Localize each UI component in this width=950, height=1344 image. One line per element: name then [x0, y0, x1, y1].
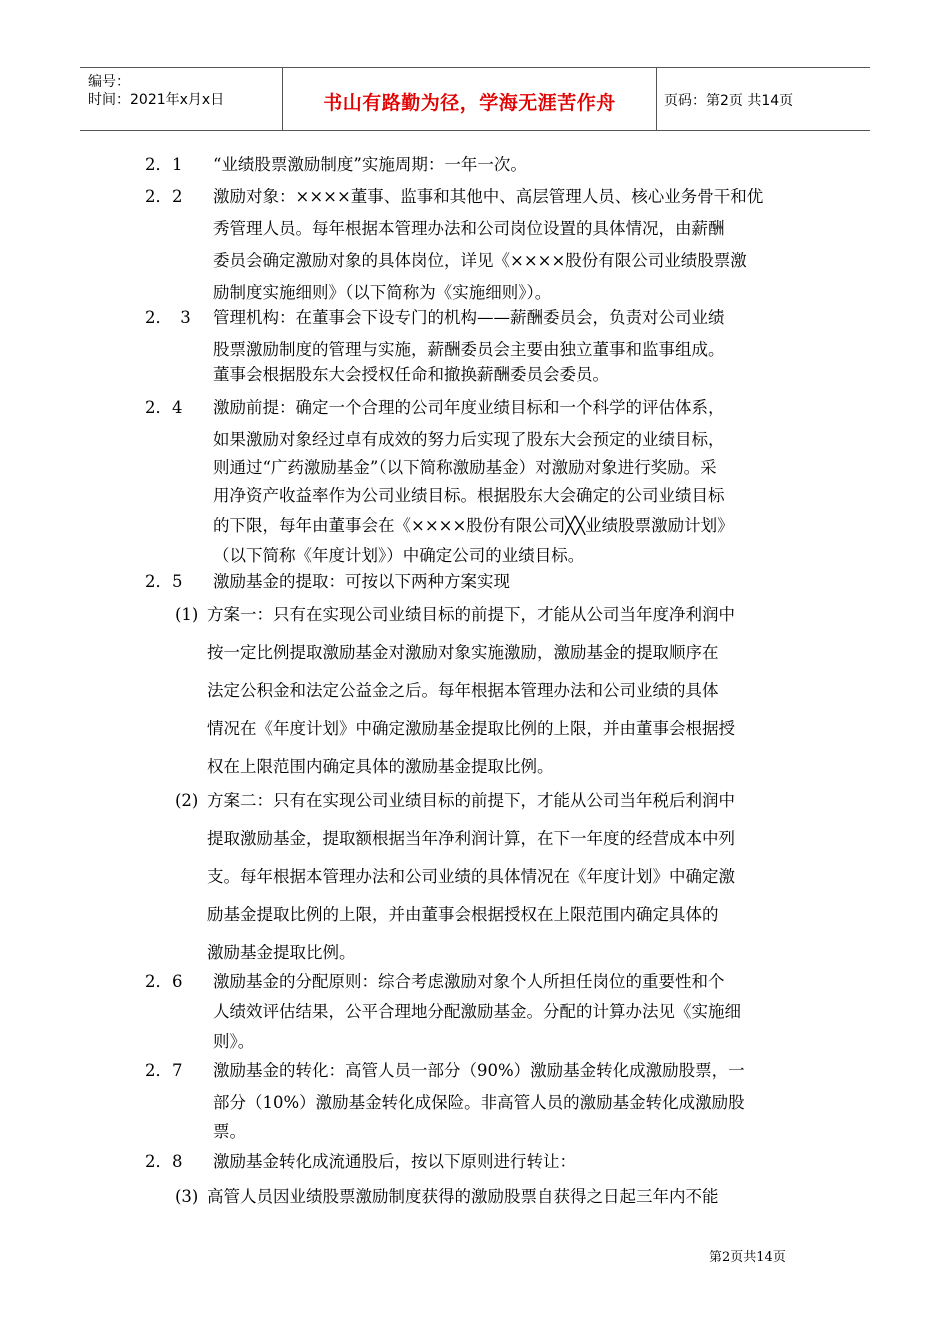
- paragraph-line: 支。每年根据本管理办法和公司业绩的具体情况在《年度计划》中确定激: [207, 867, 735, 886]
- item-number: 2．1: [145, 155, 183, 174]
- item-number: 2．4: [145, 398, 183, 417]
- paragraph-line: 激励基金的转化：高管人员一部分（90%）激励基金转化成激励股票，一: [213, 1061, 745, 1080]
- item-number: 2． 3: [145, 308, 191, 327]
- item-number: (2): [175, 791, 199, 810]
- item-number: 2．7: [145, 1061, 183, 1080]
- item-number: (1): [175, 605, 199, 624]
- paragraph-line: 秀管理人员。每年根据本管理办法和公司岗位设置的具体情况，由薪酬: [213, 219, 725, 238]
- paragraph-line: 董事会根据股东大会授权任命和撤换薪酬委员会委员。: [213, 365, 609, 384]
- paragraph-line: 则通过“广药激励基金”（以下简称激励基金）对激励对象进行奖励。采: [213, 458, 717, 477]
- header-motto-cell: [282, 68, 657, 130]
- paragraph-line: 方案一：只有在实现公司业绩目标的前提下，才能从公司当年度净利润中: [207, 605, 735, 624]
- paragraph-line: 激励对象：××××董事、监事和其他中、高层管理人员、核心业务骨干和优: [213, 187, 764, 206]
- item-number: 2．6: [145, 972, 183, 991]
- paragraph-line: 部分（10%）激励基金转化成保险。非高管人员的激励基金转化成激励股: [213, 1093, 745, 1112]
- page-footer: 第2页共14页: [709, 1250, 786, 1265]
- code-label: 编号：: [88, 74, 130, 90]
- paragraph-line: 激励前提：确定一个合理的公司年度业绩目标和一个科学的评估体系，: [213, 398, 725, 417]
- paragraph-line: 则》。: [213, 1032, 255, 1051]
- paragraph-line: 方案二：只有在实现公司业绩目标的前提下，才能从公司当年税后利润中: [207, 791, 735, 810]
- header-motto: 书山有路勤为径，学海无涯苦作舟: [323, 92, 616, 114]
- item-number: 2．5: [145, 572, 183, 591]
- paragraph-line: 如果激励对象经过卓有成效的努力后实现了股东大会预定的业绩目标，: [213, 430, 725, 449]
- paragraph-line: 委员会确定激励对象的具体岗位，详见《××××股份有限公司业绩股票激: [213, 251, 747, 270]
- paragraph-line: 励基金提取比例的上限，并由董事会根据授权在上限范围内确定具体的: [207, 905, 719, 924]
- paragraph-line: 权在上限范围内确定具体的激励基金提取比例。: [207, 757, 554, 776]
- paragraph-line: 按一定比例提取激励基金对激励对象实施激励，激励基金的提取顺序在: [207, 643, 719, 662]
- paragraph-line: 情况在《年度计划》中确定激励基金提取比例的上限，并由董事会根据授: [207, 719, 735, 738]
- paragraph-line: 管理机构：在董事会下设专门的机构——薪酬委员会，负责对公司业绩: [213, 308, 725, 327]
- paragraph-line: 用净资产收益率作为公司业绩目标。根据股东大会确定的公司业绩目标: [213, 486, 725, 505]
- paragraph-line: 高管人员因业绩股票激励制度获得的激励股票自获得之日起三年内不能: [207, 1187, 719, 1206]
- item-number: 2．8: [145, 1152, 183, 1171]
- paragraph-line: 提取激励基金，提取额根据当年净利润计算，在下一年度的经营成本中列: [207, 829, 735, 848]
- paragraph-line: （以下简称《年度计划》）中确定公司的业绩目标。: [213, 546, 585, 565]
- paragraph-line: 法定公积金和法定公益金之后。每年根据本管理办法和公司业绩的具体: [207, 681, 719, 700]
- header-page-label: 页码：第2页 共14页: [664, 93, 794, 109]
- paragraph-line: 激励基金提取比例。: [207, 943, 356, 962]
- paragraph-line: 激励基金的提取：可按以下两种方案实现: [213, 572, 510, 591]
- paragraph-line: 激励基金的分配原则：综合考虑激励对象个人所担任岗位的重要性和个: [213, 972, 725, 991]
- header-meta: [80, 68, 282, 130]
- paragraph-line: 励制度实施细则》（以下简称为《实施细则》）。: [213, 283, 552, 302]
- paragraph-line: 激励基金转化成流通股后，按以下原则进行转让：: [213, 1152, 576, 1171]
- page-header: [80, 67, 870, 131]
- paragraph-line: “业绩股票激励制度”实施周期：一年一次。: [213, 155, 527, 174]
- paragraph-line: 人绩效评估结果，公平合理地分配激励基金。分配的计算办法见《实施细: [213, 1002, 741, 1021]
- item-number: 2．2: [145, 187, 183, 206]
- paragraph-line: 股票激励制度的管理与实施，薪酬委员会主要由独立董事和监事组成。: [213, 340, 725, 359]
- paragraph-line: 票。: [213, 1122, 246, 1141]
- paragraph-line: 的下限，每年由董事会在《××××股份有限公司╳╳业绩股票激励计划》: [213, 516, 734, 535]
- item-number: (3): [175, 1187, 199, 1206]
- time-label: 时间：2021年x月x日: [88, 92, 225, 108]
- header-page-cell: [656, 68, 870, 130]
